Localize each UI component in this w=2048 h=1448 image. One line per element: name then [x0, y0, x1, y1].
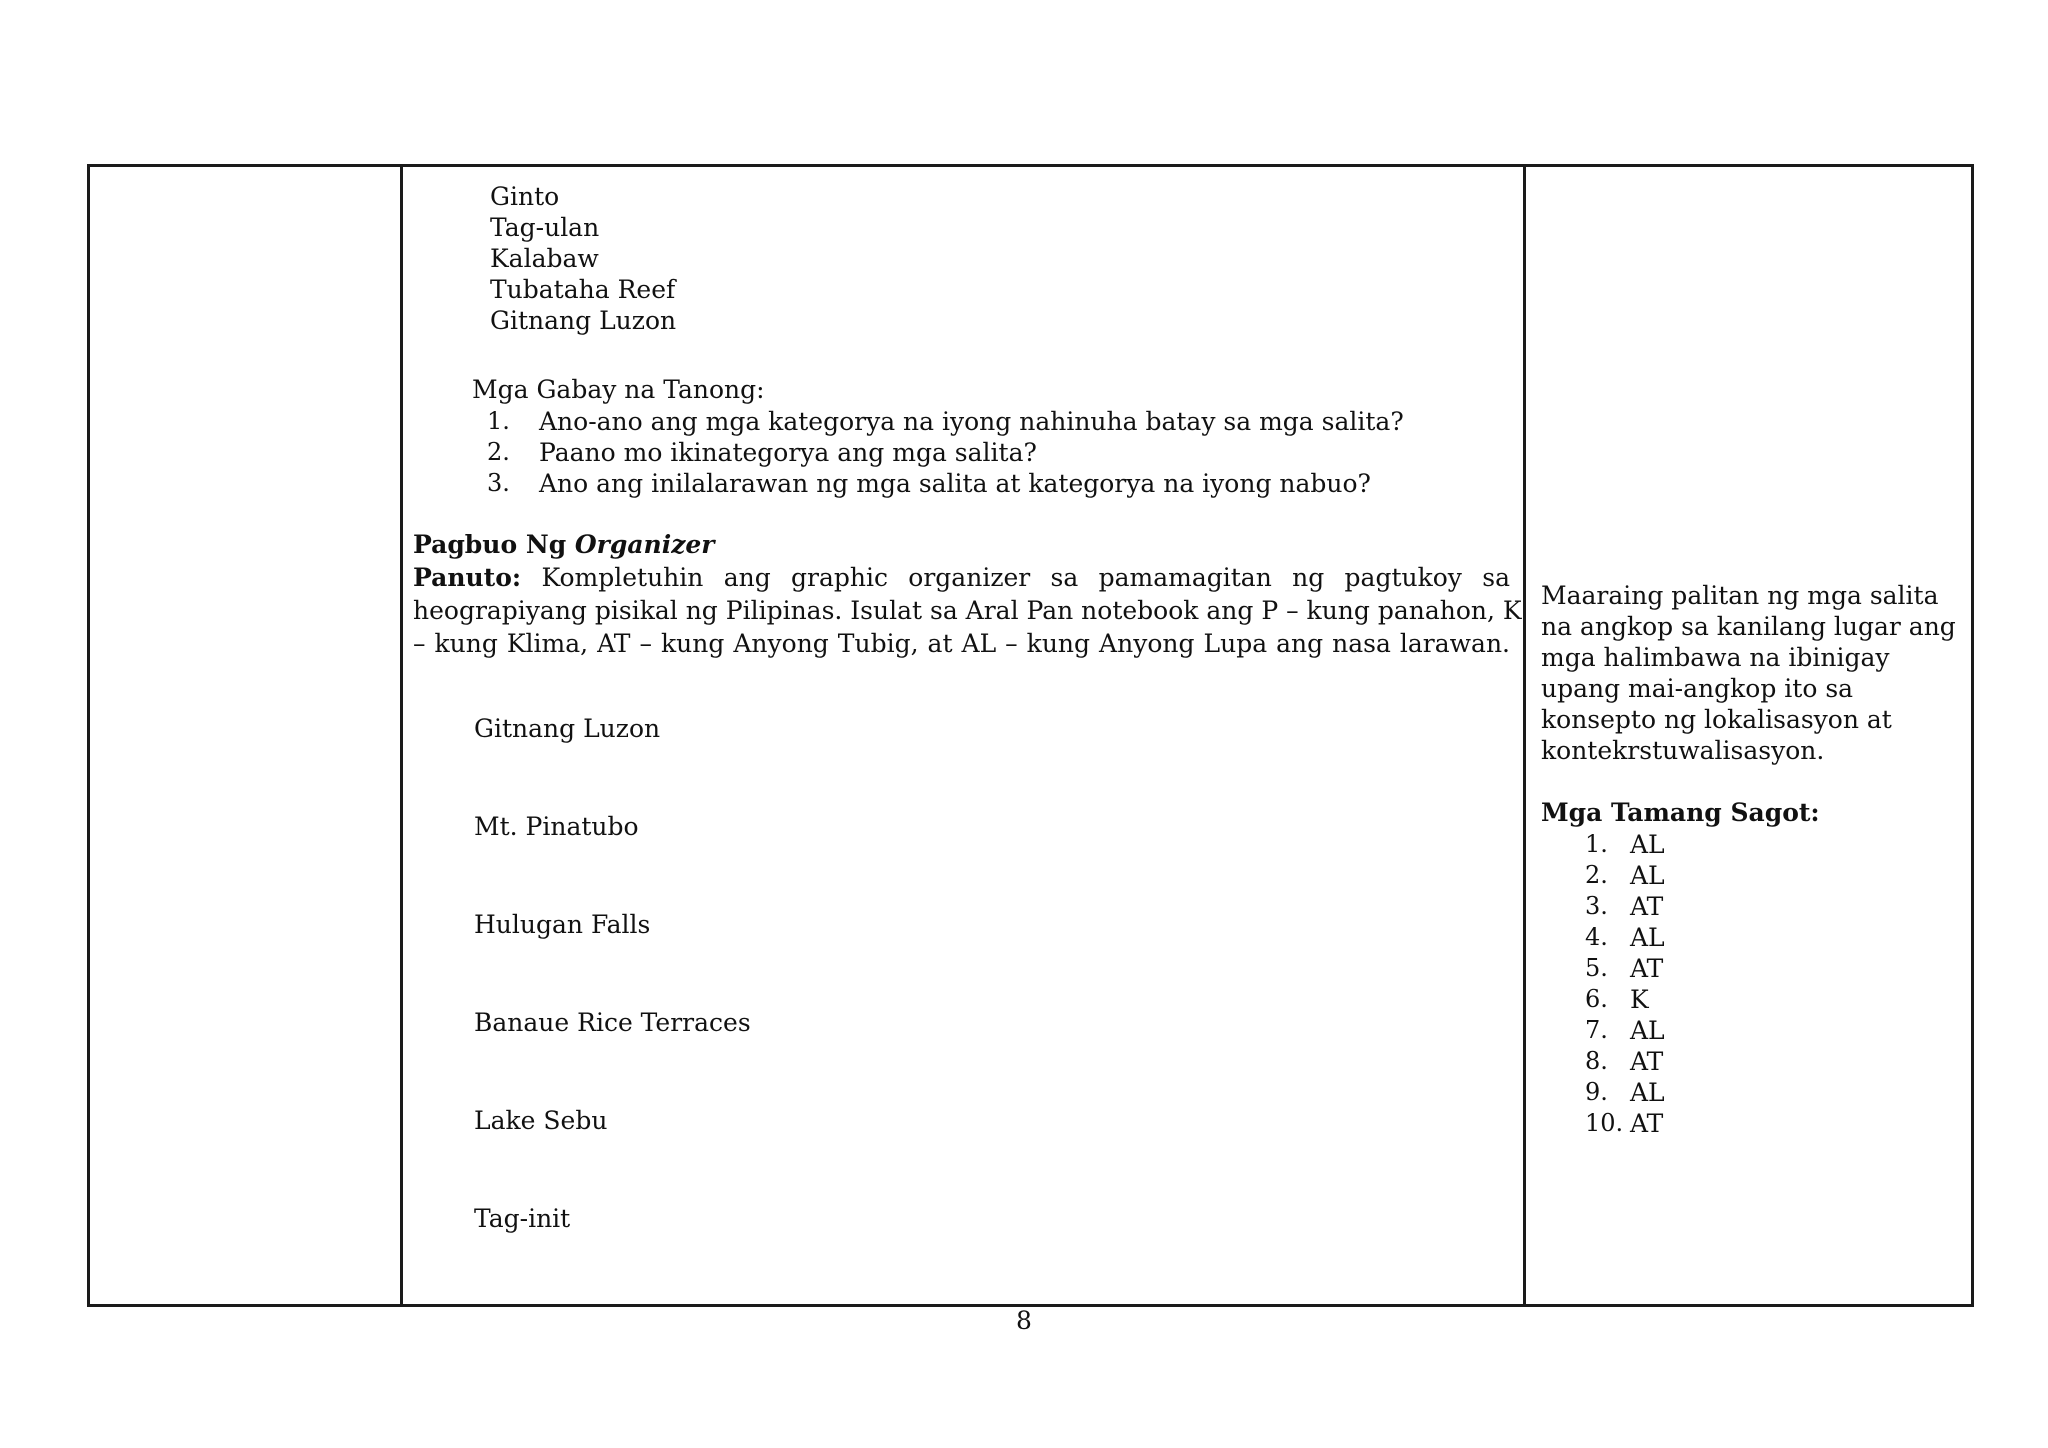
organizer-item: Hulugan Falls	[474, 910, 651, 939]
organizer-item: Banaue Rice Terraces	[474, 1008, 751, 1037]
answer-value: AT	[1630, 954, 1664, 983]
answer-value: AT	[1630, 892, 1664, 921]
column-divider	[400, 167, 403, 1304]
answer-value: AT	[1630, 1109, 1664, 1138]
organizer-title	[413, 529, 714, 560]
word-list-item: Tubataha Reef	[490, 275, 676, 304]
answer-number: 7.	[1585, 1016, 1608, 1044]
question-text: Ano ang inilalarawan ng mga salita at kategorya na iyong nabuo?	[539, 469, 1371, 498]
page-number: 8	[1016, 1306, 1032, 1335]
instruction-label: Panuto:	[413, 563, 522, 592]
answer-number: 9.	[1585, 1078, 1608, 1106]
question-text: Paano mo ikinategorya ang mga salita?	[539, 438, 1037, 467]
organizer-item: Gitnang Luzon	[474, 714, 661, 743]
organizer-title-italic: Organizer	[574, 530, 715, 559]
word-list-item: Gitnang Luzon	[490, 306, 677, 335]
note-line: upang mai-angkop ito sa	[1541, 674, 1854, 703]
organizer-item: Tag-init	[474, 1204, 571, 1233]
note-line: na angkop sa kanilang lugar ang	[1541, 612, 1956, 641]
question-number: 2.	[487, 438, 510, 466]
teacher-note	[1541, 580, 1956, 766]
question-number: 3.	[487, 469, 510, 497]
answer-number: 5.	[1585, 954, 1608, 982]
answer-number: 10.	[1585, 1109, 1624, 1137]
answer-value: K	[1630, 985, 1649, 1014]
word-list-item: Ginto	[490, 182, 560, 211]
note-line: Maaraing palitan ng mga salita	[1541, 581, 1939, 610]
guide-heading: Mga Gabay na Tanong:	[472, 375, 765, 404]
answer-value: AL	[1630, 861, 1665, 890]
organizer-item: Mt. Pinatubo	[474, 812, 639, 841]
question-number: 1.	[487, 407, 510, 435]
answer-value: AL	[1630, 923, 1665, 952]
organizer-instruction	[413, 561, 1522, 660]
answer-value: AT	[1630, 1047, 1664, 1076]
answer-number: 2.	[1585, 861, 1608, 889]
instruction-text: Kompletuhin ang graphic organizer sa pamamagitan ng pagtukoy sa	[521, 563, 1510, 592]
instruction-line: heograpiyang pisikal ng Pilipinas. Isulat sa Aral Pan notebook ang P – kung panahon, K	[413, 596, 1522, 625]
answer-value: AL	[1630, 1016, 1665, 1045]
answers-heading: Mga Tamang Sagot:	[1541, 798, 1820, 827]
note-line: kontekrstuwalisasyon.	[1541, 736, 1825, 765]
answer-number: 8.	[1585, 1047, 1608, 1075]
answer-number: 6.	[1585, 985, 1608, 1013]
word-list-item: Tag-ulan	[490, 213, 600, 242]
column-divider	[1523, 167, 1526, 1304]
answer-number: 4.	[1585, 923, 1608, 951]
answer-number: 3.	[1585, 892, 1608, 920]
note-line: mga halimbawa na ibinigay	[1541, 643, 1890, 672]
instruction-line	[413, 561, 1510, 594]
answer-value: AL	[1630, 1078, 1665, 1107]
word-list-item: Kalabaw	[490, 244, 599, 273]
question-text: Ano-ano ang mga kategorya na iyong nahinuha batay sa mga salita?	[539, 407, 1404, 436]
organizer-item: Lake Sebu	[474, 1106, 608, 1135]
answer-number: 1.	[1585, 830, 1608, 858]
instruction-line: – kung Klima, AT – kung Anyong Tubig, at AL – kung Anyong Lupa ang nasa larawan.	[413, 629, 1510, 658]
organizer-title-prefix: Pagbuo Ng	[413, 530, 575, 559]
answer-value: AL	[1630, 830, 1665, 859]
note-line: konsepto ng lokalisasyon at	[1541, 705, 1892, 734]
